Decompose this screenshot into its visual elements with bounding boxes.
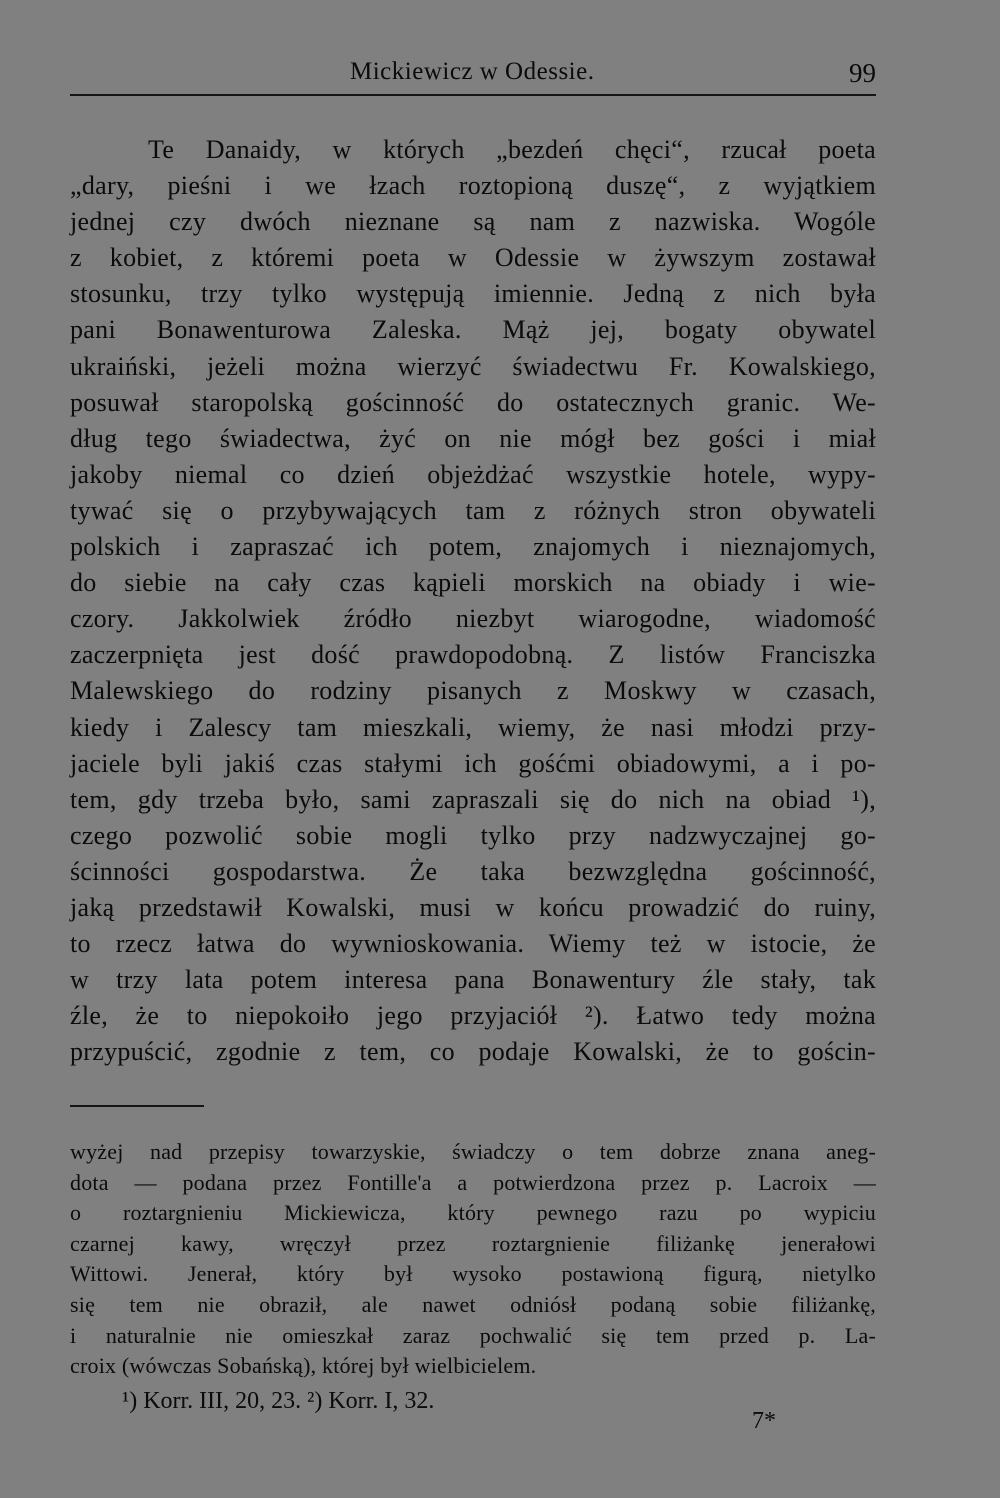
text-line: pani Bonawenturowa Zaleska. Mąż jej, bogaty obywatel: [70, 315, 876, 345]
text-line: posuwał staropolską gościnność do ostatecznych granic. We-: [70, 387, 876, 417]
text-line: dług tego świadectwa, żyć on nie mógł bez gości i miał: [70, 423, 876, 453]
footnote-line: croix (wówczas Sobańską), której był wielbicielem.: [70, 1353, 537, 1379]
text-line: z kobiet, z któremi poeta w Odessie w żywszym zostawał: [70, 243, 876, 273]
text-line: do siebie na cały czas kąpieli morskich na obiady i wie-: [70, 568, 876, 598]
text-line: zaczerpnięta jest dość prawdopodobną. Z listów Franciszka: [70, 640, 876, 670]
footnote-line: o roztargnieniu Mickiewicza, który pewnego razu po wypiciu: [70, 1200, 876, 1226]
footnote-line: wyżej nad przepisy towarzyskie, świadczy o tem dobrze znana aneg-: [70, 1139, 876, 1164]
text-line: polskich i zapraszać ich potem, znajomych i nieznajomych,: [70, 532, 876, 562]
text-line: jednej czy dwóch nieznane są nam z nazwiska. Wogóle: [70, 207, 876, 237]
signature-mark: 7*: [752, 1408, 776, 1434]
text-line: w trzy lata potem interesa pana Bonawentury źle stały, tak: [70, 965, 876, 995]
footnote-line: się tem nie obraził, ale nawet odniósł podaną sobie filiżankę,: [70, 1291, 876, 1317]
header-rule: [70, 94, 876, 96]
text-line: Malewskiego do rodziny pisanych z Moskwy w czasach,: [70, 676, 876, 706]
footnote-line: i naturalnie nie omieszkał zaraz pochwalić się tem przed p. La-: [70, 1322, 876, 1348]
text-line: jaką przedstawił Kowalski, musi w końcu prowadzić do ruiny,: [70, 892, 876, 922]
text-line: jakoby niemal co dzień objeżdżać wszystkie hotele, wypy-: [70, 459, 876, 489]
text-line: tywać się o przybywających tam z różnych stron obywateli: [70, 495, 876, 525]
text-line: to rzecz łatwa do wywnioskowania. Wiemy też w istocie, że: [70, 929, 876, 959]
text-line: kiedy i Zalescy tam mieszkali, wiemy, że nasi młodzi przy-: [70, 712, 876, 742]
footnote-line: dota — podana przez Fontille'a a potwierdzona przez p. Lacroix —: [70, 1169, 876, 1195]
footnote-line: Wittowi. Jenerał, który był wysoko postawioną figurą, nietylko: [70, 1261, 876, 1287]
text-line: źle, że to niepokoiło jego przyjaciół ²). Łatwo tedy można: [70, 1001, 876, 1031]
footnote-references: ¹) Korr. III, 20, 23. ²) Korr. I, 32.: [122, 1387, 435, 1414]
text-line: Te Danaidy, w których „bezdeń chęci“, rzucał poeta: [148, 135, 876, 164]
text-line: czory. Jakkolwiek źródło niezbyt wiarogodne, wiadomość: [70, 604, 876, 634]
text-line: tem, gdy trzeba było, sami zapraszali się do nich na obiad ¹),: [70, 784, 876, 814]
main-text: [70, 132, 876, 1070]
text-line: ukraiński, jeżeli można wierzyć świadectwu Fr. Kowalskiego,: [70, 351, 876, 381]
footnote-rule: [70, 1105, 204, 1107]
text-line: czego pozwolić sobie mogli tylko przy nadzwyczajnej go-: [70, 820, 876, 850]
text-line: „dary, pieśni i we łzach roztopioną duszę“, z wyjątkiem: [70, 171, 876, 201]
text-line: przypuścić, zgodnie z tem, co podaje Kowalski, że to gościn-: [70, 1037, 876, 1067]
footnotes: [70, 1137, 876, 1418]
running-head: Mickiewicz w Odessie.: [350, 58, 595, 85]
footnote-line: czarnej kawy, wręczył przez roztargnienie filiżankę jenerałowi: [70, 1230, 876, 1256]
text-line: ścinności gospodarstwa. Że taka bezwzględna gościnność,: [70, 856, 876, 886]
text-line: jaciele byli jakiś czas stałymi ich gośćmi obiadowymi, a i po-: [70, 748, 876, 778]
text-line: stosunku, trzy tylko występują imiennie. Jedną z nich była: [70, 279, 876, 309]
page-header: [70, 58, 876, 96]
page-number: 99: [849, 58, 876, 88]
